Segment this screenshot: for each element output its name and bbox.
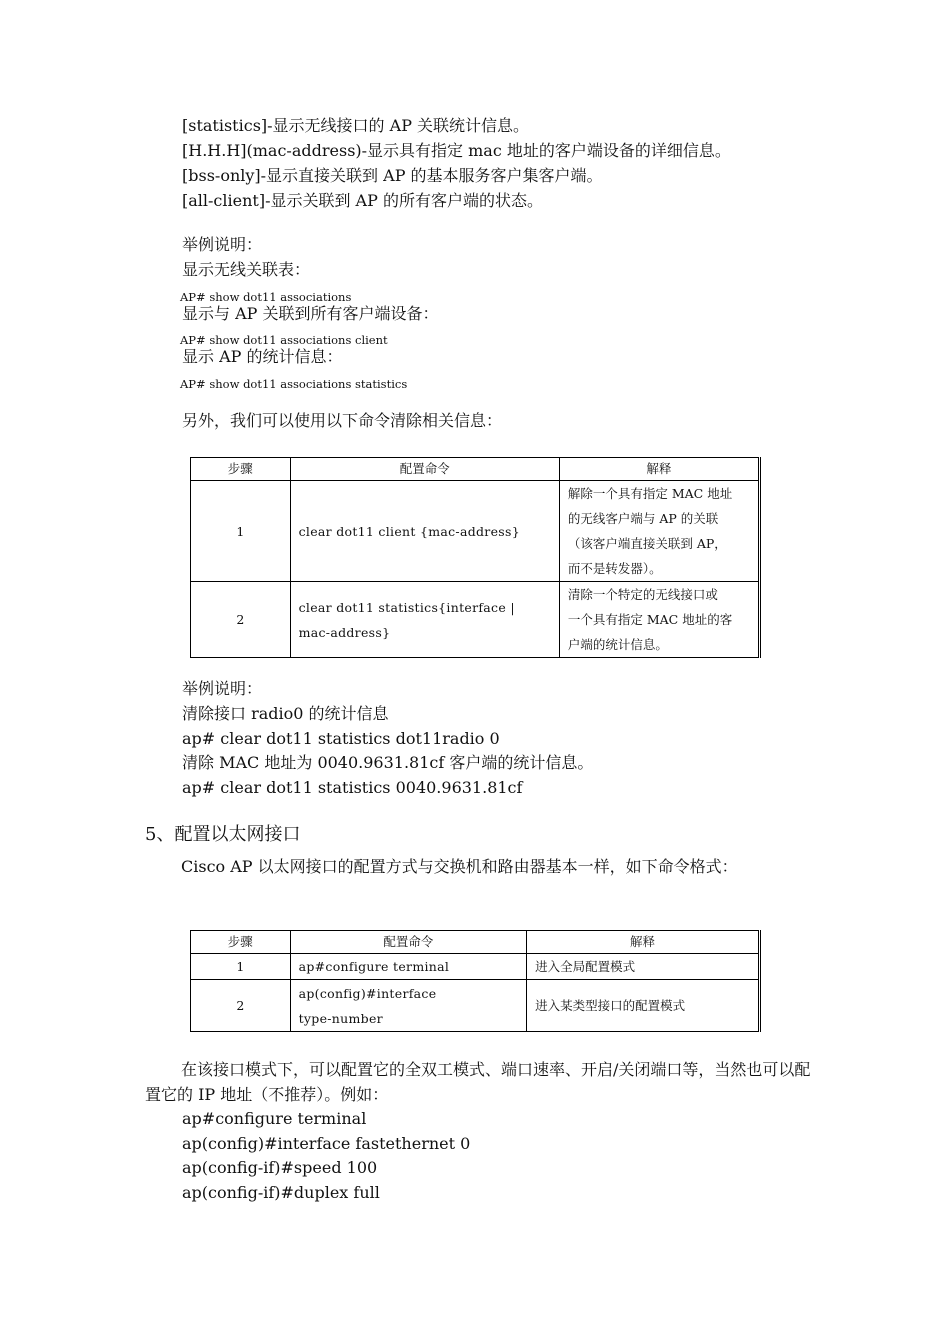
example-title: 举例说明： [182, 679, 263, 698]
example-desc: 显示无线关联表： [182, 260, 311, 279]
section-heading: 5、配置以太网接口 [145, 824, 301, 845]
header-command: 配置命令 [290, 931, 527, 954]
example-command: ap# clear dot11 statistics dot11radio 0 [182, 729, 500, 748]
command-line: mac-address} [298, 624, 391, 640]
interface-paragraph: 在该接口模式下，可以配置它的全双工模式、端口速率、开启/关闭端口等，当然也可以配置它的 IP 地址（不推荐）。例如： [145, 1060, 811, 1104]
example-desc: 清除接口 radio0 的统计信息 [182, 704, 389, 723]
config-command: ap#configure terminal [182, 1109, 367, 1128]
step-cell: 1 [191, 954, 291, 980]
example-command: AP# show dot11 associations client [180, 333, 388, 347]
explanation-cell [559, 481, 759, 582]
table-row [191, 582, 760, 658]
param-line-statistics: [statistics]-显示无线接口的 AP 关联统计信息。 [182, 116, 530, 135]
explanation-line: 而不是转发器）。 [567, 561, 662, 576]
example-command: AP# show dot11 associations statistics [180, 377, 408, 391]
example-desc: 显示与 AP 关联到所有客户端设备： [182, 304, 439, 323]
explanation-cell: 进入某类型接口的配置模式 [527, 980, 760, 1032]
param-line-all-client: [all-client]-显示关联到 AP 的所有客户端的状态。 [182, 191, 543, 210]
explanation-line: 一个具有指定 MAC 地址的客 [567, 612, 733, 627]
section-intro: Cisco AP 以太网接口的配置方式与交换机和路由器基本一样，如下命令格式： [181, 857, 738, 876]
example-title: 举例说明： [182, 235, 263, 254]
command-cell: ap#configure terminal [290, 954, 527, 980]
example-desc: 清除 MAC 地址为 0040.9631.81cf 客户端的统计信息。 [182, 753, 594, 772]
param-line-bss-only: [bss-only]-显示直接关联到 AP 的基本服务客户集客户端。 [182, 166, 603, 185]
table-row [191, 481, 760, 582]
explanation-line: 解除一个具有指定 MAC 地址 [567, 486, 733, 501]
header-explanation: 解释 [527, 931, 760, 954]
table-row [191, 980, 760, 1032]
command-line: ap(config)#interface [298, 985, 437, 1001]
header-explanation: 解释 [559, 458, 759, 481]
command-line: clear dot11 statistics{interface | [298, 599, 515, 615]
command-cell [290, 980, 527, 1032]
command-cell [290, 582, 559, 658]
step-cell: 2 [191, 582, 291, 658]
example-desc: 显示 AP 的统计信息： [182, 347, 343, 366]
step-cell: 1 [191, 481, 291, 582]
clear-commands-table [190, 457, 761, 658]
table-header-row [191, 931, 760, 954]
explanation-cell [559, 582, 759, 658]
explanation-line: （该客户端直接关联到 AP， [567, 536, 727, 551]
param-line-mac-address: [H.H.H](mac-address)-显示具有指定 mac 地址的客户端设备的详细信息。 [182, 141, 731, 160]
header-step: 步骤 [191, 931, 291, 954]
config-command: ap(config)#interface fastethernet 0 [182, 1134, 471, 1153]
header-step: 步骤 [191, 458, 291, 481]
example-command: AP# show dot11 associations [180, 290, 352, 304]
config-command: ap(config-if)#speed 100 [182, 1158, 378, 1177]
table-row [191, 954, 760, 980]
explanation-line: 户端的统计信息。 [567, 637, 668, 652]
clear-intro: 另外，我们可以使用以下命令清除相关信息： [182, 411, 503, 430]
explanation-line: 清除一个特定的无线接口或 [567, 587, 718, 602]
example-command: ap# clear dot11 statistics 0040.9631.81cf [182, 778, 523, 797]
explanation-line: 的无线客户端与 AP 的关联 [567, 511, 719, 526]
command-cell: clear dot11 client {mac-address} [290, 481, 559, 582]
config-command: ap(config-if)#duplex full [182, 1183, 380, 1202]
command-line: type-number [298, 1010, 383, 1026]
explanation-cell: 进入全局配置模式 [527, 954, 760, 980]
header-command: 配置命令 [290, 458, 559, 481]
table-header-row [191, 458, 760, 481]
ethernet-config-table [190, 930, 761, 1032]
step-cell: 2 [191, 980, 291, 1032]
